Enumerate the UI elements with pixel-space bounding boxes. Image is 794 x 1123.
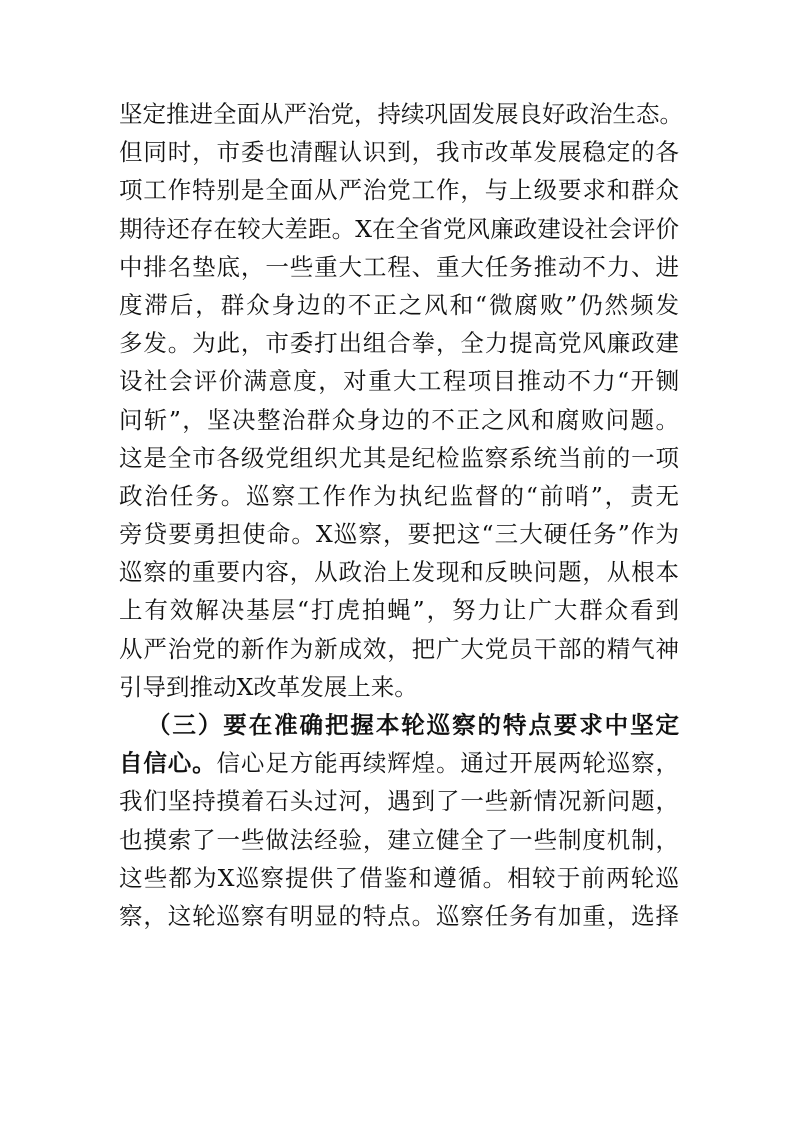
paragraph-line: 这些都为X巡察提供了借鉴和遵循。相较于前两轮巡 [119, 863, 679, 892]
paragraph-line: 期待还存在较大差距。X在全省党风廉政建设社会评价 [119, 214, 679, 243]
paragraph-line: 上有效解决基层“打虎拍蝇”，努力让广大群众看到 [119, 596, 679, 625]
paragraph-line: 多发。为此，市委打出组合拳，全力提高党风廉政建 [119, 329, 679, 358]
paragraph-line: 也摸索了一些做法经验，建立健全了一些制度机制， [119, 825, 679, 854]
paragraph-line: 坚定推进全面从严治党，持续巩固发展良好政治生态。 [119, 100, 683, 128]
section-heading-end: 自信心。 [119, 749, 217, 778]
paragraph-text: 信心足方能再续辉煌。通过开展两轮巡察， [216, 749, 680, 778]
paragraph-line: 引导到推动X改革发展上来。 [119, 672, 418, 701]
paragraph-line: 政治任务。巡察工作作为执纪监督的“前哨”，责无 [119, 481, 679, 510]
body-text [119, 95, 683, 935]
paragraph-line: 察，这轮巡察有明显的特点。巡察任务有加重，选择 [119, 901, 679, 930]
section-heading: （三）要在准确把握本轮巡察的特点要求中坚定 [147, 711, 679, 739]
paragraph-line: 度滞后，群众身边的不正之风和“微腐败”仍然频发 [119, 290, 679, 319]
paragraph-line: 问斩”，坚决整治群众身边的不正之风和腐败问题。 [119, 405, 679, 434]
paragraph-line: 项工作特别是全面从严治党工作，与上级要求和群众 [119, 176, 679, 205]
paragraph-line: 但同时，市委也清醒认识到，我市改革发展稳定的各 [119, 138, 679, 167]
paragraph-line: 旁贷要勇担使命。X巡察，要把这“三大硬任务”作为 [119, 520, 679, 549]
paragraph-line: 设社会评价满意度，对重大工程项目推动不力“开铡 [119, 367, 679, 396]
paragraph-line: 中排名垫底，一些重大工程、重大任务推动不力、进 [119, 252, 679, 281]
paragraph-line: 巡察的重要内容，从政治上发现和反映问题，从根本 [119, 558, 679, 587]
heading-continuation-line [119, 744, 679, 782]
paragraph-line: 这是全市各级党组织尤其是纪检监察系统当前的一项 [119, 443, 679, 472]
paragraph-line: 我们坚持摸着石头过河，遇到了一些新情况新问题， [119, 787, 679, 816]
paragraph-line: 从严治党的新作为新成效，把广大党员干部的精气神 [119, 634, 679, 663]
